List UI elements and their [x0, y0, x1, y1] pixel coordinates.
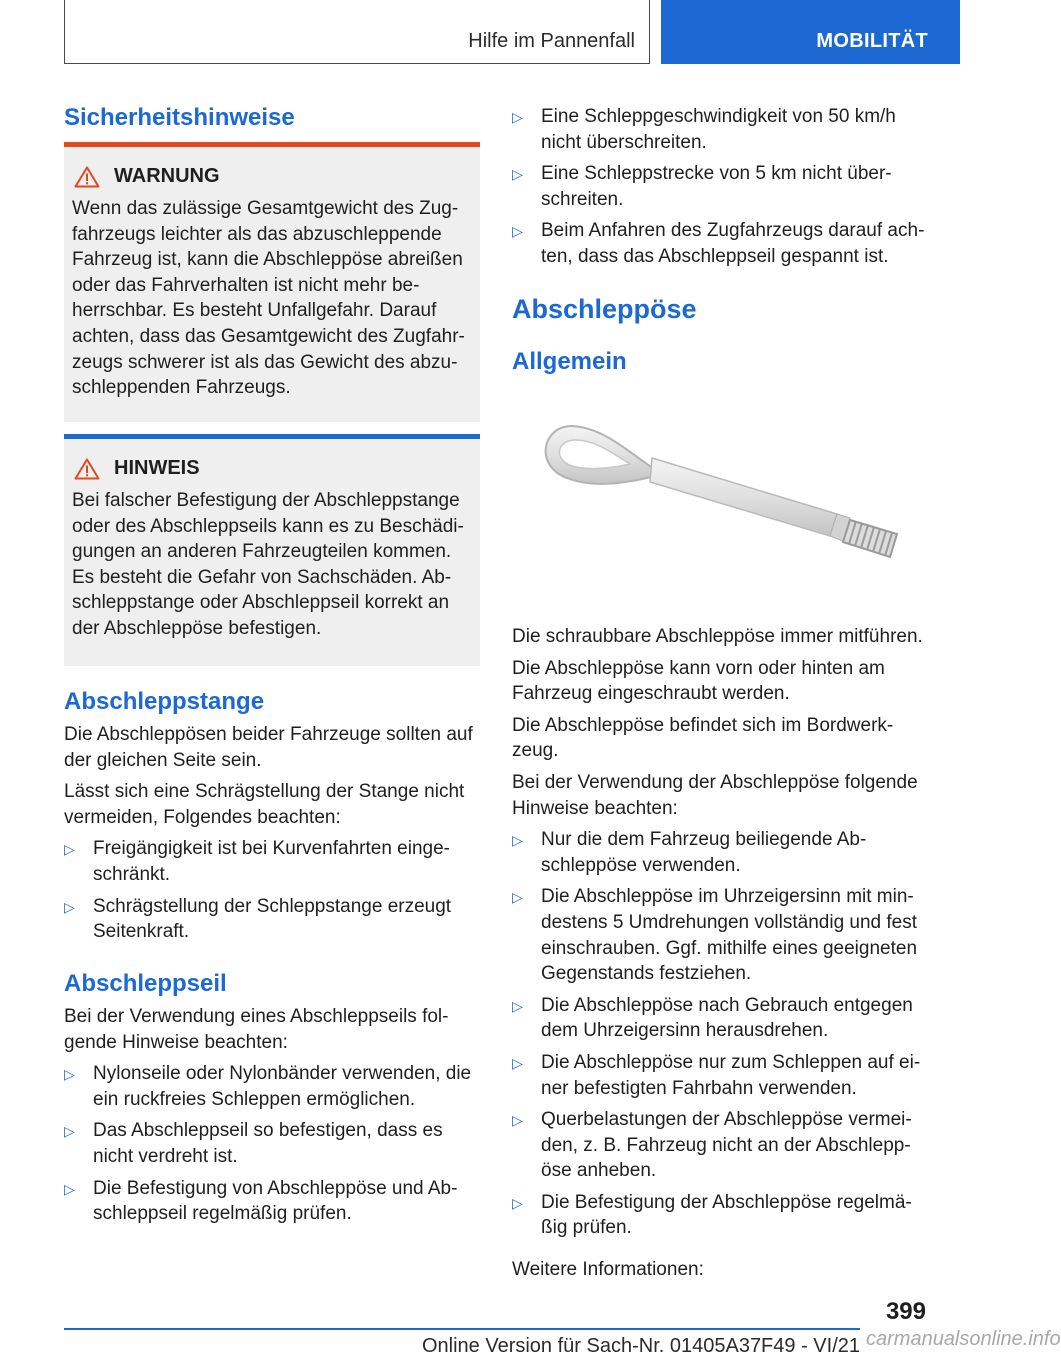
- list-item: ▷ Nur die dem Fahrzeug beiliegende Ab-schleppöse verwenden.: [512, 829, 867, 876]
- tow-limits-list: [512, 104, 932, 270]
- oese-list: [512, 827, 932, 1241]
- triangle-bullet-icon: ▷: [64, 841, 75, 858]
- section-title: Hilfe im Pannenfall: [468, 30, 635, 52]
- triangle-bullet-icon: ▷: [512, 889, 523, 906]
- page-number: 399: [885, 1298, 926, 1325]
- oese-p3: Die Abschleppöse befindet sich im Bordwerk-zeug.: [512, 714, 894, 762]
- triangle-bullet-icon: ▷: [512, 1112, 523, 1129]
- list-item: ▷ Beim Anfahren des Zugfahrzeugs darauf ach-ten, dass das Abschleppseil gespannt ist.: [512, 220, 925, 267]
- warning-title: WARNUNG: [114, 165, 220, 187]
- tow-eye-image: [512, 396, 932, 606]
- list-item: ▷ Eine Schleppgeschwindigkeit von 50 km/h nicht überschreiten.: [512, 106, 896, 153]
- notice-text: Bei falscher Befestigung der Abschleppstange oder des Abschleppseils kann es zu Beschädi-gungen an anderen Fahrzeugteilen kommen. Es besteht die Gefahr von Sachschäden. Ab-schleppstange oder Abschleppseil korrekt an der Abschleppöse befestigen.: [72, 490, 464, 639]
- notice-box: [64, 434, 480, 666]
- list-item: ▷ Eine Schleppstrecke von 5 km nicht über-schreiten.: [512, 163, 892, 210]
- footer-online-version: Online Version für Sach-Nr. 01405A37F49 - VI/21: [421, 1335, 860, 1357]
- warning-triangle-icon: [74, 458, 100, 480]
- list-item: ▷ Querbelastungen der Abschleppöse vermei-den, z. B. Fahrzeug nicht an der Abschlepp-öse anheben.: [512, 1109, 912, 1182]
- triangle-bullet-icon: ▷: [512, 832, 523, 849]
- list-item: ▷ Das Abschleppseil so befestigen, dass es nicht verdreht ist.: [64, 1120, 443, 1167]
- oese-p5: Weitere Informationen:: [512, 1259, 704, 1281]
- heading-oese: Abschleppöse: [512, 294, 697, 324]
- list-item: ▷ Die Befestigung von Abschleppöse und Ab-schleppseil regelmäßig prüfen.: [64, 1177, 458, 1225]
- list-item: ▷ Die Abschleppöse nur zum Schleppen auf ei-ner befestigten Fahrbahn verwenden.: [512, 1051, 921, 1099]
- heading-safety: Sicherheitshinweise: [64, 104, 295, 131]
- notice-title: HINWEIS: [114, 457, 200, 479]
- oese-body: [512, 624, 932, 1283]
- list-item: ▷ Die Befestigung der Abschleppöse regelmä-ßig prüfen.: [512, 1191, 912, 1239]
- triangle-bullet-icon: ▷: [512, 166, 523, 183]
- footer-divider: [64, 1328, 860, 1330]
- list-item: ▷ Die Abschleppöse nach Gebrauch entgegen dem Uhrzeigersinn herausdrehen.: [512, 994, 913, 1042]
- triangle-bullet-icon: ▷: [64, 1123, 75, 1140]
- triangle-bullet-icon: ▷: [64, 1066, 75, 1083]
- warning-bar: [64, 142, 480, 147]
- stange-p1: Die Abschleppösen beider Fahrzeuge sollten auf der gleichen Seite sein.: [64, 724, 473, 771]
- triangle-bullet-icon: ▷: [512, 223, 523, 240]
- list-item: ▷ Nylonseile oder Nylonbänder verwenden, die ein ruckfreies Schleppen ermöglichen.: [64, 1063, 472, 1110]
- list-item: ▷ Schrägstellung der Schleppstange erzeugt Seitenkraft.: [64, 895, 452, 943]
- triangle-bullet-icon: ▷: [512, 1054, 523, 1071]
- list-item: ▷ Die Abschleppöse im Uhrzeigersinn mit min-destens 5 Umdrehungen vollständig und fest einschrauben. Ggf. mithilfe eines geeigneten Gegenstands festziehen.: [512, 886, 918, 985]
- chapter-title: MOBILITÄT: [816, 30, 928, 52]
- footer-watermark: carmanualsonline.info: [866, 1328, 1061, 1350]
- seil-p1: Bei der Verwendung eines Abschleppseils fol-gende Hinweise beachten:: [64, 1006, 449, 1053]
- notice-bar: [64, 434, 480, 439]
- triangle-bullet-icon: ▷: [64, 898, 75, 915]
- oese-p1: Die schraubbare Abschleppöse immer mitführen.: [512, 626, 923, 647]
- header-chapter-box: [661, 0, 960, 64]
- heading-stange: Abschleppstange: [64, 688, 265, 715]
- triangle-bullet-icon: ▷: [512, 1194, 523, 1211]
- triangle-bullet-icon: ▷: [64, 1180, 75, 1197]
- oese-p4: Bei der Verwendung der Abschleppöse folgende Hinweise beachten:: [512, 771, 918, 819]
- stange-list: [64, 836, 480, 944]
- oese-p2: Die Abschleppöse kann vorn oder hinten am Fahrzeug eingeschraubt werden.: [512, 657, 885, 705]
- warning-text: Wenn das zulässige Gesamtgewicht des Zug-fahrzeugs leichter als das abzuschleppende Fahrzeug ist, kann die Abschleppöse abreißen oder das Fahrverhalten ist nicht mehr be-herrschbar. Es besteht Unfallgefahr. Darauf achten, dass das Gesamtgewicht des Zugfahr-zeugs schwerer ist als das Gewicht des abzu-schleppenden Fahrzeugs.: [72, 198, 465, 399]
- stange-section: [64, 688, 480, 945]
- stange-p2: Lässt sich eine Schrägstellung der Stange nicht vermeiden, Folgendes beachten:: [64, 781, 465, 828]
- seil-section: [64, 970, 480, 1227]
- warning-triangle-icon: [74, 166, 100, 188]
- triangle-bullet-icon: ▷: [512, 997, 523, 1014]
- list-item: ▷ Freigängigkeit ist bei Kurvenfahrten einge-schränkt.: [64, 838, 450, 885]
- seil-list: [64, 1061, 480, 1227]
- heading-seil: Abschleppseil: [64, 970, 227, 997]
- header-section-box: [64, 0, 650, 64]
- warning-box: [64, 142, 480, 422]
- triangle-bullet-icon: ▷: [512, 109, 523, 125]
- subheading-allgemein: Allgemein: [512, 348, 627, 375]
